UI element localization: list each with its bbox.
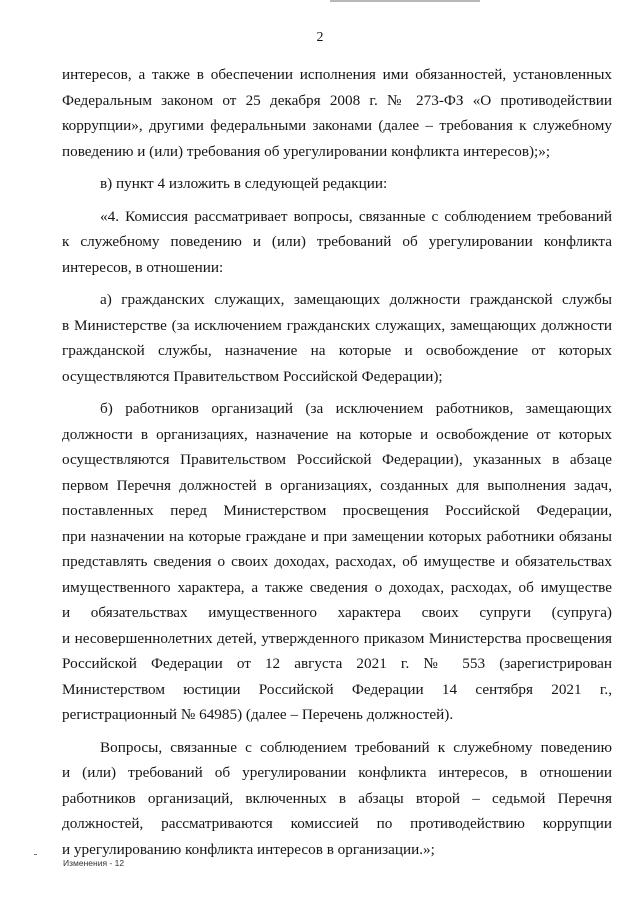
text-line: и (или) требований об урегулировании конфликта интересов, в отношении <box>62 764 612 781</box>
text-line: поставленных перед Министерством просвещения Российской Федерации, <box>62 502 612 519</box>
footer-divider <box>34 854 37 855</box>
text-line: осуществляются Правительством Российской Федерации), указанных в абзаце <box>62 451 612 468</box>
text-line: а) гражданских служащих, замещающих должности гражданской службы <box>100 291 612 308</box>
text-line: и урегулированию конфликта интересов в организации.»; <box>62 840 435 858</box>
text-line: осуществляются Правительством Российской Федерации); <box>62 367 443 385</box>
text-line: должностей, рассматриваются комиссией по противодействию коррупции <box>62 815 612 832</box>
text-line: в) пункт 4 изложить в следующей редакции: <box>100 175 388 192</box>
paragraph-gap <box>62 164 612 171</box>
text-line: поведению и (или) требования об урегулировании конфликта интересов);»; <box>62 142 551 160</box>
paragraph-gap <box>62 728 612 735</box>
text-line: должности в организациях, назначение на которые и освобождение от которых <box>62 425 612 443</box>
text-line: имущественного характера, а также сведения о доходах, расходах, об имуществе <box>62 578 612 596</box>
text-line: работников организаций, включенных в абзацы второй – седьмой Перечня <box>62 789 612 807</box>
text-line: Вопросы, связанные с соблюдением требований к служебному поведению <box>100 738 612 756</box>
text-line: первом Перечня должностей в организациях, созданных для выполнения задач, <box>62 476 612 494</box>
text-line: и несовершеннолетних детей, утвержденного приказом Министерства просвещения <box>62 629 612 647</box>
text-line: «4. Комиссия рассматривает вопросы, связанные с соблюдением требований <box>100 207 612 225</box>
paragraph-gap <box>62 389 612 396</box>
text-line: гражданской службы, назначение на которые и освобождение от которых <box>62 342 612 359</box>
footer-note: Изменения - 12 <box>63 858 125 868</box>
text-line: при назначении на которые граждане и при замещении которых работники обязаны <box>62 527 612 545</box>
text-line: интересов, в отношении: <box>62 258 224 276</box>
text-line: Министерством юстиции Российской Федерации 14 сентября 2021 г., <box>62 680 612 698</box>
text-line: в Министерстве (за исключением гражданских служащих, замещающих должности <box>62 316 612 334</box>
document-body <box>62 62 612 862</box>
scan-edge-mark <box>330 0 480 2</box>
page-number: 2 <box>316 30 324 45</box>
text-line: представлять сведения о своих доходах, расходах, об имуществе и обязательствах <box>62 553 612 570</box>
paragraph-gap <box>62 197 612 204</box>
text-line: интересов, а также в обеспечении исполнения ими обязанностей, установленных <box>62 66 612 83</box>
text-line: и обязательствах имущественного характера своих супруги (супруга) <box>62 604 612 621</box>
paragraph-gap <box>62 280 612 287</box>
text-line: Российской Федерации от 12 августа 2021 г. № 553 (зарегистрирован <box>62 655 612 672</box>
text-line: коррупции», другими федеральными законами (далее – требования к служебному <box>62 117 612 134</box>
text-line: регистрационный № 64985) (далее – Перечень должностей). <box>62 706 454 723</box>
text-line: Федеральным законом от 25 декабря 2008 г. № 273-ФЗ «О противодействии <box>62 91 612 109</box>
text-line: б) работников организаций (за исключением работников, замещающих <box>100 400 612 417</box>
text-line: к служебному поведению и (или) требований об урегулировании конфликта <box>62 233 612 250</box>
